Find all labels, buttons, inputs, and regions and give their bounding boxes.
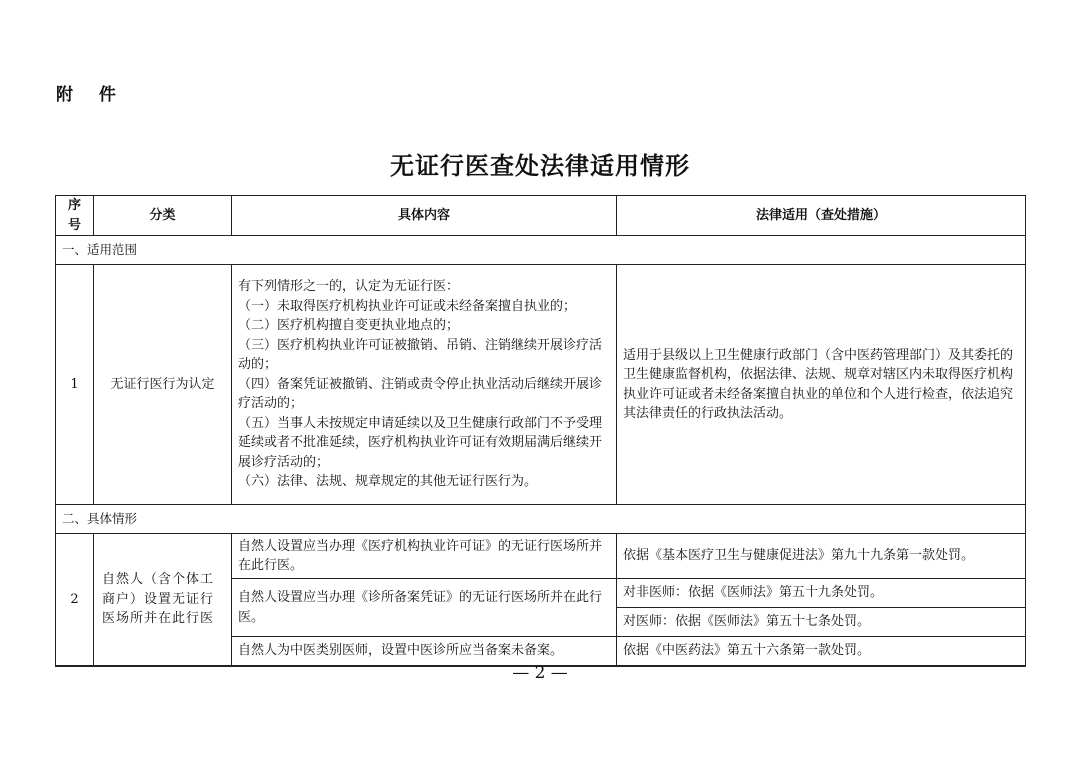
row-law: 对医师：依据《医师法》第五十七条处罚。: [617, 608, 1026, 637]
header-content: 具体内容: [232, 196, 617, 236]
row-no: 2: [56, 534, 94, 667]
row-content: 自然人为中医类别医师，设置中医诊所应当备案未备案。: [232, 637, 617, 667]
row-content: 自然人设置应当办理《诊所备案凭证》的无证行医场所并在此行医。: [232, 579, 617, 637]
header-no: 序号: [56, 196, 94, 236]
section-row: [56, 236, 1026, 265]
row-content: 自然人设置应当办理《医疗机构执业许可证》的无证行医场所并在此行医。: [232, 534, 617, 579]
content-line: （一）未取得医疗机构执业许可证或未经备案擅自执业的；: [238, 298, 577, 314]
row-content: [232, 265, 617, 505]
row-law: 依据《中医药法》第五十六条第一款处罚。: [617, 637, 1026, 667]
row-category: 无证行医行为认定: [94, 265, 232, 505]
content-line: 有下列情形之一的，认定为无证行医：: [238, 279, 460, 295]
content-line: （四）备案凭证被撤销、注销或责令停止执业活动后继续开展诊疗活动的；: [238, 376, 603, 412]
table-row: [56, 534, 1026, 579]
section-title: 二、具体情形: [56, 505, 1026, 534]
document-title: 无证行医查处法律适用情形: [390, 152, 690, 180]
content-line: （六）法律、法规、规章规定的其他无证行医行为。: [238, 474, 538, 490]
row-law: 适用于县级以上卫生健康行政部门（含中医药管理部门）及其委托的卫生健康监督机构，依据法律、法规、规章对辖区内未取得医疗机构执业许可证或者未经备案擅自执业的单位和个人进行检查，依法追究其法律责任的行政执法活动。: [617, 265, 1026, 505]
attachment-label: 附 件: [56, 85, 126, 105]
row-no: 1: [56, 265, 94, 505]
row-law: 依据《基本医疗卫生与健康促进法》第九十九条第一款处罚。: [617, 534, 1026, 579]
header-law: 法律适用（查处措施）: [617, 196, 1026, 236]
content-line: （二）医疗机构擅自变更执业地点的；: [238, 318, 460, 334]
page-number: — 2 —: [512, 663, 568, 683]
section-title: 一、适用范围: [56, 236, 1026, 265]
table-header-row: [56, 196, 1026, 236]
content-line: （五）当事人未按规定申请延续以及卫生健康行政部门不予受理延续或者不批准延续，医疗机构执业许可证有效期届满后继续开展诊疗活动的；: [238, 415, 603, 470]
header-category: 分类: [94, 196, 232, 236]
row-law: 对非医师：依据《医师法》第五十九条处罚。: [617, 579, 1026, 608]
law-table: [55, 195, 1026, 667]
table-row: [56, 265, 1026, 505]
section-row: [56, 505, 1026, 534]
row-category: 自然人（含个体工商户）设置无证行医场所并在此行医: [94, 534, 232, 667]
content-line: （三）医疗机构执业许可证被撤销、吊销、注销继续开展诊疗活动的；: [238, 337, 603, 373]
